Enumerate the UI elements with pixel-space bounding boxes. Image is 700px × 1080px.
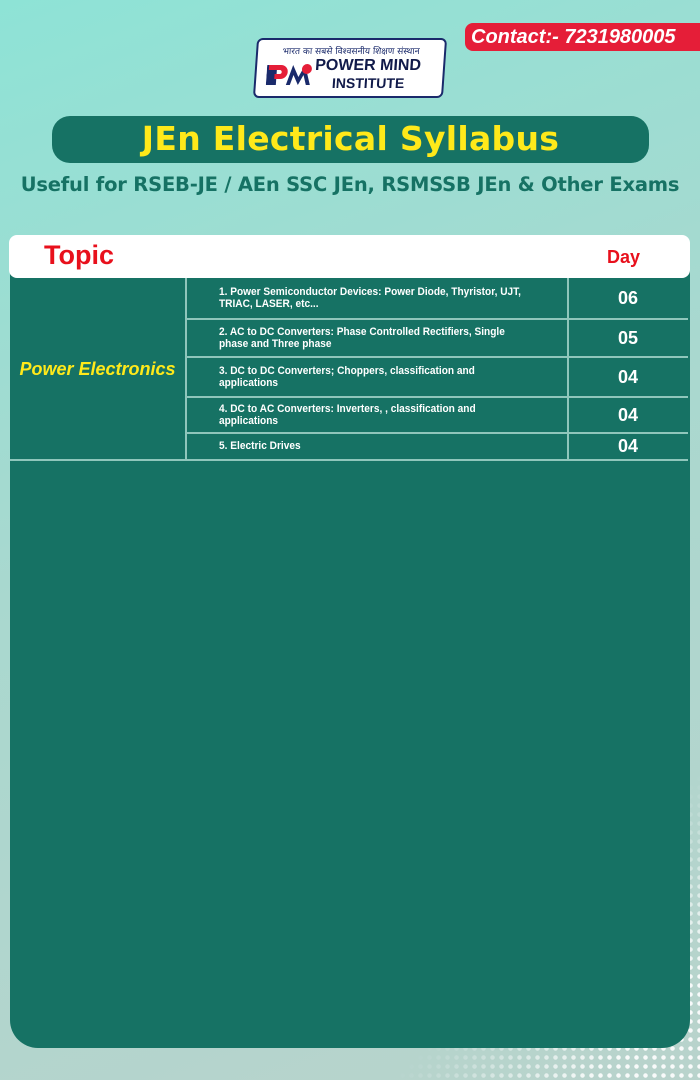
day-cell: 04 (617, 404, 639, 425)
contact-banner: Contact:- 7231980005 (465, 23, 700, 51)
table-row (186, 320, 688, 358)
table-row (186, 434, 688, 459)
table-row (186, 358, 688, 398)
topic-cell: 1. Power Semiconductor Devices: Power Diode, Thyristor, UJT, TRIAC, LASER, etc... (219, 285, 522, 310)
day-column-header: Day (607, 247, 641, 267)
day-cell: 06 (617, 287, 639, 308)
logo-subtitle: INSTITUTE (331, 75, 405, 91)
topic-cell: 2. AC to DC Converters: Phase Controlled Rectifiers, Single phase and Three phase (219, 325, 505, 350)
exam-subtitle: Useful for RSEB-JE / AEn SSC JEn, RSMSSB JEn & Other Exams (20, 173, 680, 196)
table-header (9, 235, 690, 278)
pm-logo-icon (266, 59, 314, 87)
logo-tagline: भारत का सबसे विश्वसनीय शिक्षण संस्थान (282, 47, 420, 57)
topic-cell: 5. Electric Drives (219, 440, 301, 453)
topic-cell: 3. DC to DC Converters; Choppers, classification and applications (219, 364, 475, 389)
subject-cell: Power Electronics (19, 358, 176, 379)
day-cell: 05 (617, 327, 639, 348)
topic-cell: 4. DC to AC Converters: Inverters, , classification and applications (219, 402, 476, 427)
day-cell: 04 (617, 436, 639, 456)
logo-name: POWER MIND (314, 57, 422, 74)
table-row (186, 278, 688, 320)
day-cell: 04 (617, 366, 639, 387)
institute-logo (253, 38, 447, 98)
topic-column-header: Topic (44, 240, 114, 270)
page-title: JEn Electrical Syllabus (52, 116, 649, 163)
table-row (186, 398, 688, 434)
